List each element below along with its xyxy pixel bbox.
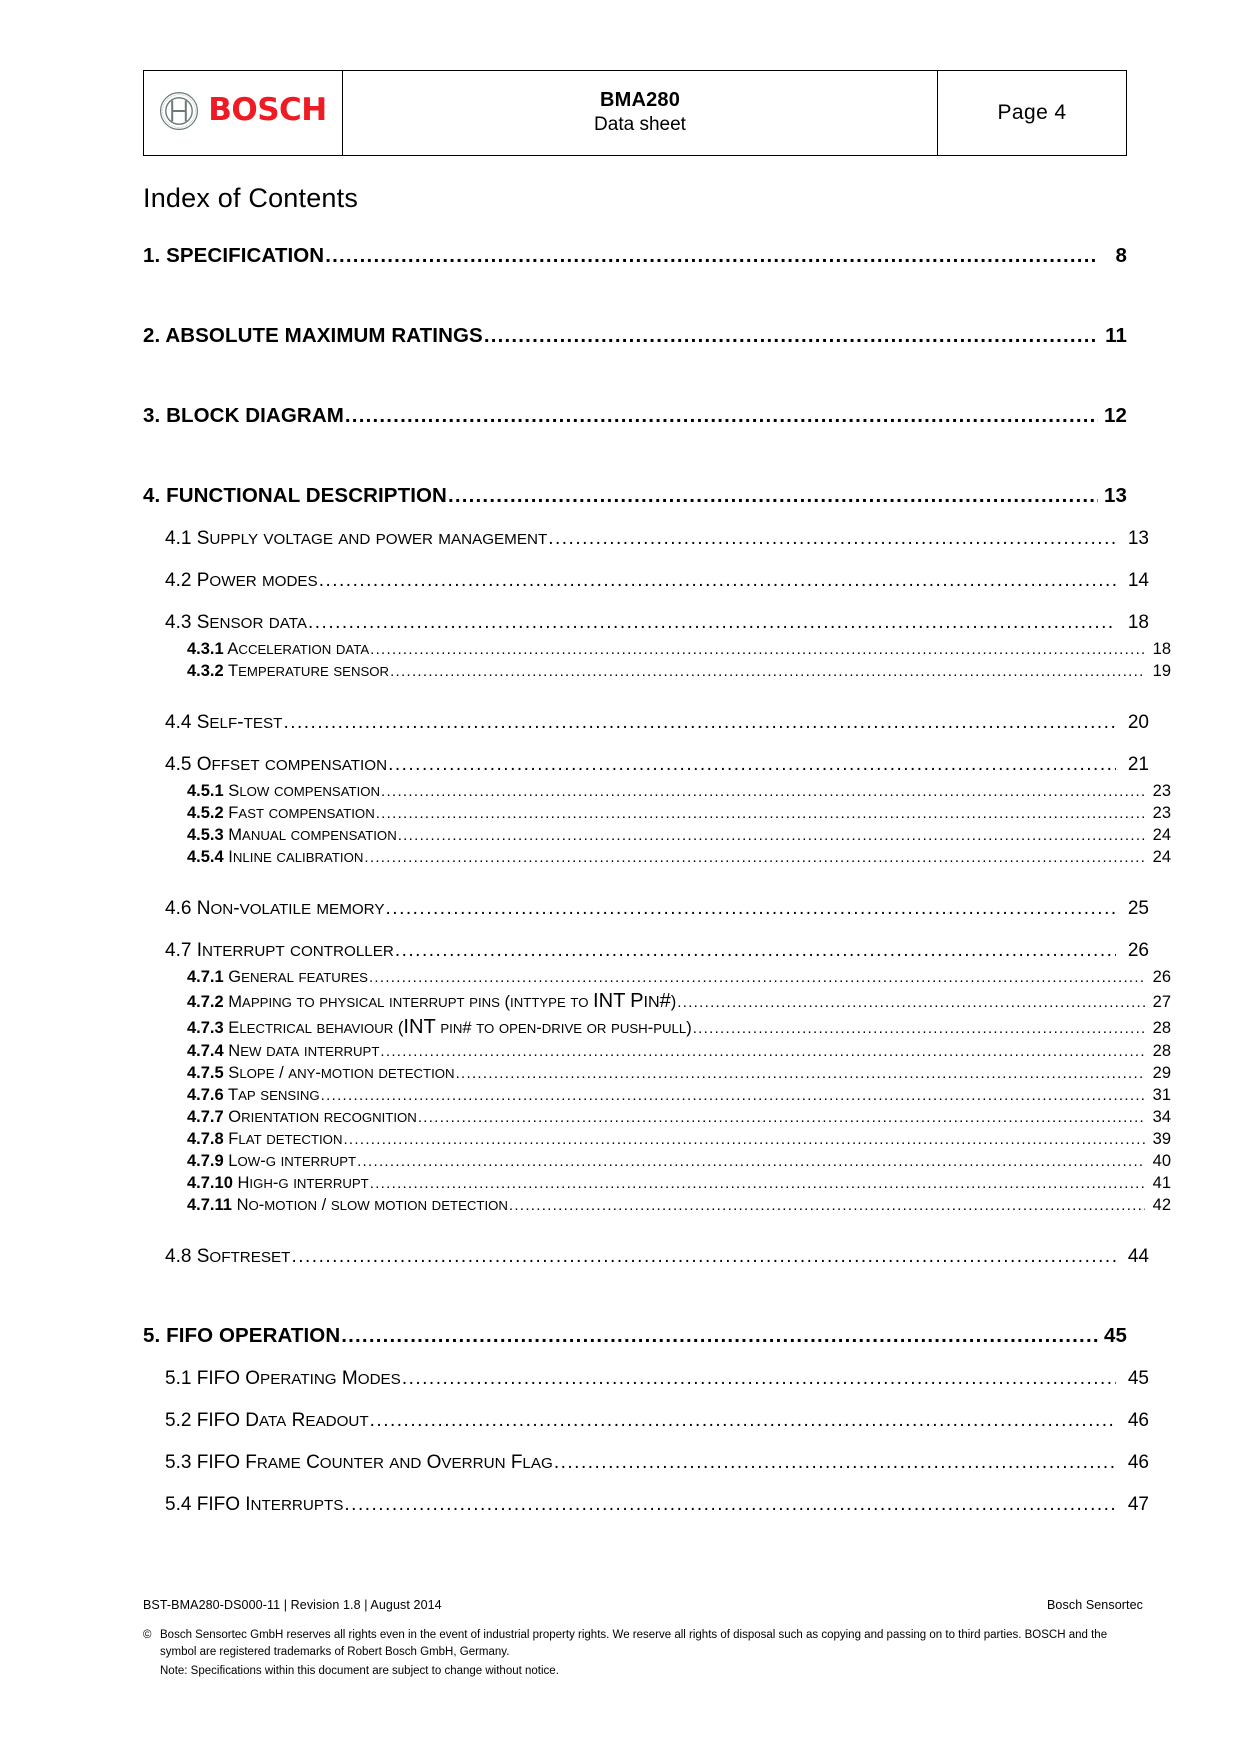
toc-entry-level-3[interactable] [143,1064,1171,1083]
footer-top-line [143,1596,1143,1614]
toc-leader-dots [343,1131,1145,1148]
toc-entry-level-2[interactable] [143,1368,1149,1390]
toc-entry-page-number: 19 [1152,662,1171,681]
toc-entry-level-3[interactable] [143,990,1171,1013]
toc-entry-page-number: 26 [1152,968,1171,987]
toc-entry-page-number: 14 [1127,570,1149,592]
toc-leader-dots [386,898,1116,920]
toc-entry-page-number: 18 [1152,640,1171,659]
toc-entry-level-2[interactable] [143,1452,1149,1474]
header-title-cell [343,71,938,156]
toc-entry-level-2[interactable] [143,898,1149,920]
footer-note-text: Note: Specifications within this document are subject to change without notice. [160,1664,559,1677]
toc-entry-label: 4.7.8 FLAT DETECTION [187,1130,343,1149]
toc-leader-dots [321,1087,1145,1104]
toc-entry-page-number: 8 [1115,244,1127,268]
toc-entry-level-3[interactable] [143,826,1171,845]
toc-entry-label: 4.1 SUPPLY VOLTAGE AND POWER MANAGEMENT [165,528,548,550]
page-footer [143,1596,1143,1680]
toc-entry-page-number: 44 [1127,1246,1149,1268]
toc-leader-dots [390,663,1145,680]
toc-leader-dots [484,324,1098,348]
toc-spacer [143,1268,1127,1294]
toc-entry-page-number: 28 [1152,1019,1171,1038]
footer-doc-ref: BST-BMA280-DS000-11 | Revision 1.8 | August 2014 [143,1598,442,1612]
toc-leader-dots [509,1197,1145,1214]
toc-leader-dots [369,969,1145,986]
toc-entry-page-number: 45 [1103,1324,1127,1348]
toc-entry-level-2[interactable] [143,528,1149,550]
toc-leader-dots [448,484,1098,508]
footer-company: Bosch Sensortec [1047,1598,1143,1612]
toc-entry-page-number: 24 [1152,848,1171,867]
toc-spacer [143,348,1127,374]
toc-entry-level-3[interactable] [143,1152,1171,1171]
toc-leader-dots [548,528,1116,550]
toc-entry-label: 4.8 SOFTRESET [165,1246,291,1268]
toc-leader-dots [319,570,1116,592]
toc-entry-level-3[interactable] [143,968,1171,987]
toc-entry-label: 4.7.5 SLOPE / ANY-MOTION DETECTION [187,1064,455,1083]
toc-entry-level-2[interactable] [143,570,1149,592]
toc-entry-level-1[interactable] [143,484,1127,508]
toc-entry-level-2[interactable] [143,940,1149,962]
toc-entry-level-3[interactable] [143,782,1171,801]
toc-leader-dots [554,1452,1116,1474]
toc-entry-level-3[interactable] [143,804,1171,823]
toc-entry-page-number: 13 [1103,484,1127,508]
toc-entry-page-number: 46 [1127,1410,1149,1432]
toc-entry-level-3[interactable] [143,1042,1171,1061]
toc-entry-label: 4.7.11 NO-MOTION / SLOW MOTION DETECTION [187,1196,508,1215]
toc-entry-label: 5.1 FIFO OPERATING MODES [165,1368,401,1390]
toc-entry-level-3[interactable] [143,1016,1171,1039]
toc-entry-level-1[interactable] [143,244,1127,268]
page-number-label: Page 4 [997,101,1067,124]
footer-legal-block [143,1627,1143,1680]
toc-entry-level-2[interactable] [143,1494,1149,1516]
toc-entry-level-2[interactable] [143,1410,1149,1432]
toc-leader-dots [402,1368,1116,1390]
toc-entry-label: 4.7.9 LOW-G INTERRUPT [187,1152,357,1171]
toc-entry-label: 4.7.10 HIGH-G INTERRUPT [187,1174,369,1193]
toc-leader-dots [418,1109,1145,1126]
toc-spacer [143,1215,1127,1226]
toc-entry-label: 4.5.2 FAST COMPENSATION [187,804,375,823]
toc-entry-label: 4.4 SELF-TEST [165,712,283,734]
toc-entry-page-number: 28 [1152,1042,1171,1061]
toc-leader-dots [381,783,1145,800]
toc-entry-level-3[interactable] [143,662,1171,681]
toc-entry-page-number: 29 [1152,1064,1171,1083]
toc-entry-page-number: 41 [1152,1174,1171,1193]
toc-leader-dots [376,805,1145,822]
toc-leader-dots [693,1020,1145,1037]
toc-leader-dots [345,404,1098,428]
toc-entry-level-1[interactable] [143,404,1127,428]
toc-leader-dots [677,994,1145,1011]
toc-entry-label: 4.3.1 ACCELERATION DATA [187,640,370,659]
toc-entry-page-number: 39 [1152,1130,1171,1149]
toc-entry-level-3[interactable] [143,1174,1171,1193]
toc-entry-level-3[interactable] [143,1196,1171,1215]
toc-spacer [143,428,1127,454]
page-title: Index of Contents [143,183,359,213]
toc-entry-label: 4.3.2 TEMPERATURE SENSOR [187,662,390,681]
toc-leader-dots [388,754,1116,776]
footer-copyright-row [143,1627,1143,1662]
toc-leader-dots [370,1175,1145,1192]
toc-entry-label: 2. ABSOLUTE MAXIMUM RATINGS [143,324,483,348]
toc-entry-label: 4.7.7 ORIENTATION RECOGNITION [187,1108,417,1127]
toc-leader-dots [370,1410,1116,1432]
toc-entry-level-2[interactable] [143,612,1149,634]
toc-entry-label: 1. SPECIFICATION [143,244,325,268]
toc-entry-page-number: 25 [1127,898,1149,920]
toc-entry-page-number: 45 [1127,1368,1149,1390]
toc-entry-label: 4.2 POWER MODES [165,570,318,592]
toc-entry-page-number: 24 [1152,826,1171,845]
toc-entry-level-3[interactable] [143,1130,1171,1149]
toc-entry-page-number: 27 [1152,993,1171,1012]
toc-entry-level-3[interactable] [143,1108,1171,1127]
toc-entry-label: 4. FUNCTIONAL DESCRIPTION [143,484,447,508]
toc-leader-dots [308,612,1116,634]
toc-leader-dots [291,1246,1116,1268]
toc-leader-dots [395,940,1116,962]
toc-entry-level-3[interactable] [143,848,1171,867]
toc-entry-level-1[interactable] [143,1324,1127,1348]
bosch-emblem-icon [159,91,199,131]
toc-entry-page-number: 23 [1152,804,1171,823]
document-name: BMA280 [599,89,681,112]
toc-entry-page-number: 20 [1127,712,1149,734]
toc-entry-label: 4.5.4 INLINE CALIBRATION [187,848,364,867]
toc-leader-dots [341,1324,1098,1348]
toc-entry-page-number: 31 [1152,1086,1171,1105]
page-header [143,70,1127,156]
toc-leader-dots [380,1043,1145,1060]
toc-entry-page-number: 13 [1127,528,1149,550]
toc-entry-page-number: 18 [1127,612,1149,634]
toc-leader-dots [398,827,1145,844]
toc-entry-page-number: 46 [1127,1452,1149,1474]
toc-entry-level-1[interactable] [143,324,1127,348]
toc-entry-page-number: 42 [1152,1196,1171,1215]
toc-entry-page-number: 11 [1105,324,1127,348]
toc-entry-page-number: 23 [1152,782,1171,801]
toc-leader-dots [456,1065,1145,1082]
toc-entry-label: 5.4 FIFO INTERRUPTS [165,1494,344,1516]
toc-entry-level-2[interactable] [143,1246,1149,1268]
toc-entry-page-number: 26 [1127,940,1149,962]
toc-spacer [143,867,1127,878]
toc-entry-label: 4.5.1 SLOW COMPENSATION [187,782,381,801]
table-of-contents [143,244,1171,1516]
toc-entry-label: 4.6 NON-VOLATILE MEMORY [165,898,385,920]
toc-entry-level-2[interactable] [143,712,1149,734]
toc-leader-dots [364,849,1145,866]
footer-legal-text: Bosch Sensortec GmbH reserves all rights even in the event of industrial property rights. We reserve all rights of disposal such as copying and passing on to third parties. BOSCH and the symbol are registered trademarks of Robert Bosch GmbH, Germany. [160,1629,1108,1659]
toc-leader-dots [344,1494,1116,1516]
toc-spacer [143,681,1127,692]
toc-entry-page-number: 21 [1127,754,1149,776]
toc-entry-label: 3. BLOCK DIAGRAM [143,404,344,428]
header-page-cell [938,71,1127,156]
toc-entry-label: 5.3 FIFO FRAME COUNTER AND OVERRUN FLAG [165,1452,553,1474]
toc-entry-label: 4.7 INTERRUPT CONTROLLER [165,940,394,962]
toc-leader-dots [357,1153,1145,1170]
bosch-wordmark: BOSCH [208,92,327,128]
toc-entry-page-number: 12 [1103,404,1127,428]
toc-entry-label: 5.2 FIFO DATA READOUT [165,1410,369,1432]
toc-spacer [143,268,1127,294]
toc-entry-label: 4.5 OFFSET COMPENSATION [165,754,388,776]
bosch-logo [159,91,327,131]
toc-entry-page-number: 40 [1152,1152,1171,1171]
header-logo-cell [144,71,343,156]
toc-leader-dots [325,244,1098,268]
toc-entry-label: 4.7.4 NEW DATA INTERRUPT [187,1042,380,1061]
toc-entry-label: 4.7.6 TAP SENSING [187,1086,320,1105]
toc-entry-label: 4.7.1 GENERAL FEATURES [187,968,368,987]
toc-entry-level-3[interactable] [143,640,1171,659]
toc-leader-dots [283,712,1116,734]
toc-leader-dots [370,641,1145,658]
copyright-icon: © [143,1629,152,1642]
page-content [143,70,1171,1516]
toc-entry-label: 4.7.3 ELECTRICAL BEHAVIOUR (INT PIN# TO OPEN-DRIVE OR PUSH-PULL) [187,1016,692,1039]
toc-entry-page-number: 34 [1152,1108,1171,1127]
toc-entry-page-number: 47 [1127,1494,1149,1516]
toc-entry-label: 5. FIFO OPERATION [143,1324,341,1348]
toc-entry-level-3[interactable] [143,1086,1171,1105]
toc-entry-label: 4.7.2 MAPPING TO PHYSICAL INTERRUPT PINS (INTTYPE TO INT PIN#) [187,990,677,1013]
document-subtitle: Data sheet [594,114,686,136]
header-row [144,71,1127,156]
toc-entry-label: 4.3 SENSOR DATA [165,612,307,634]
toc-entry-label: 4.5.3 MANUAL COMPENSATION [187,826,397,845]
toc-entry-level-2[interactable] [143,754,1149,776]
